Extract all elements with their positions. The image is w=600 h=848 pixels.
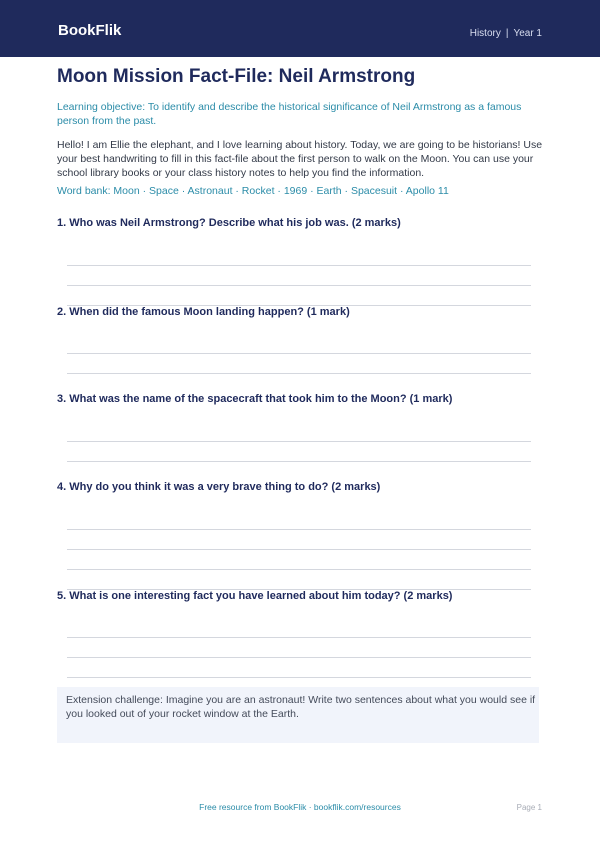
extension-text: Extension challenge: Imagine you are an astronaut! Write two sentences about what you would see if you looked out of your rocket window at the Earth. bbox=[66, 694, 536, 720]
answer-line[interactable] bbox=[67, 677, 531, 678]
footer-credit: Free resource from BookFlik · bookflik.com/resources bbox=[199, 802, 401, 812]
question-1: 1. Who was Neil Armstrong? Describe what his job was. (2 marks) bbox=[57, 217, 401, 229]
learning-objective: Learning objective: To identify and describe the historical significance of Neil Armstrong as a famous person from the past. bbox=[57, 101, 522, 127]
page-title: Moon Mission Fact-File: Neil Armstrong bbox=[57, 66, 416, 87]
intro-text: Hello! I am Ellie the elephant, and I love learning about history. Today, we are going to be historians! Use your best handwriting to fill in this fact-file about the first person to walk on the Moon. You can use your school library books or your class history notes to help you find the information. bbox=[57, 139, 543, 179]
subject-year bbox=[470, 28, 542, 39]
brand-logo: BookFlik bbox=[58, 22, 122, 39]
subject-label: History bbox=[469, 28, 501, 39]
extension-box bbox=[57, 687, 539, 743]
answer-line[interactable] bbox=[67, 637, 531, 638]
answer-line[interactable] bbox=[67, 549, 531, 550]
answer-line[interactable] bbox=[67, 569, 531, 570]
question-2: 2. When did the famous Moon landing happen? (1 mark) bbox=[57, 306, 350, 318]
answer-line[interactable] bbox=[67, 285, 531, 286]
year-label: Year 1 bbox=[513, 28, 542, 39]
answer-line[interactable] bbox=[67, 441, 531, 442]
answer-line[interactable] bbox=[67, 657, 531, 658]
page-number: Page 1 bbox=[516, 803, 542, 812]
separator: | bbox=[505, 28, 509, 39]
header-bar bbox=[0, 0, 600, 57]
answer-line[interactable] bbox=[67, 373, 531, 374]
question-3: 3. What was the name of the spacecraft that took him to the Moon? (1 mark) bbox=[57, 393, 453, 405]
answer-line[interactable] bbox=[67, 461, 531, 462]
answer-line[interactable] bbox=[67, 529, 531, 530]
answer-line[interactable] bbox=[67, 265, 531, 266]
word-bank: Word bank: Moon · Space · Astronaut · Rocket · 1969 · Earth · Spacesuit · Apollo 11 bbox=[57, 185, 449, 197]
question-4: 4. Why do you think it was a very brave thing to do? (2 marks) bbox=[57, 481, 381, 493]
answer-line[interactable] bbox=[67, 353, 531, 354]
question-5: 5. What is one interesting fact you have learned about him today? (2 marks) bbox=[57, 590, 453, 602]
